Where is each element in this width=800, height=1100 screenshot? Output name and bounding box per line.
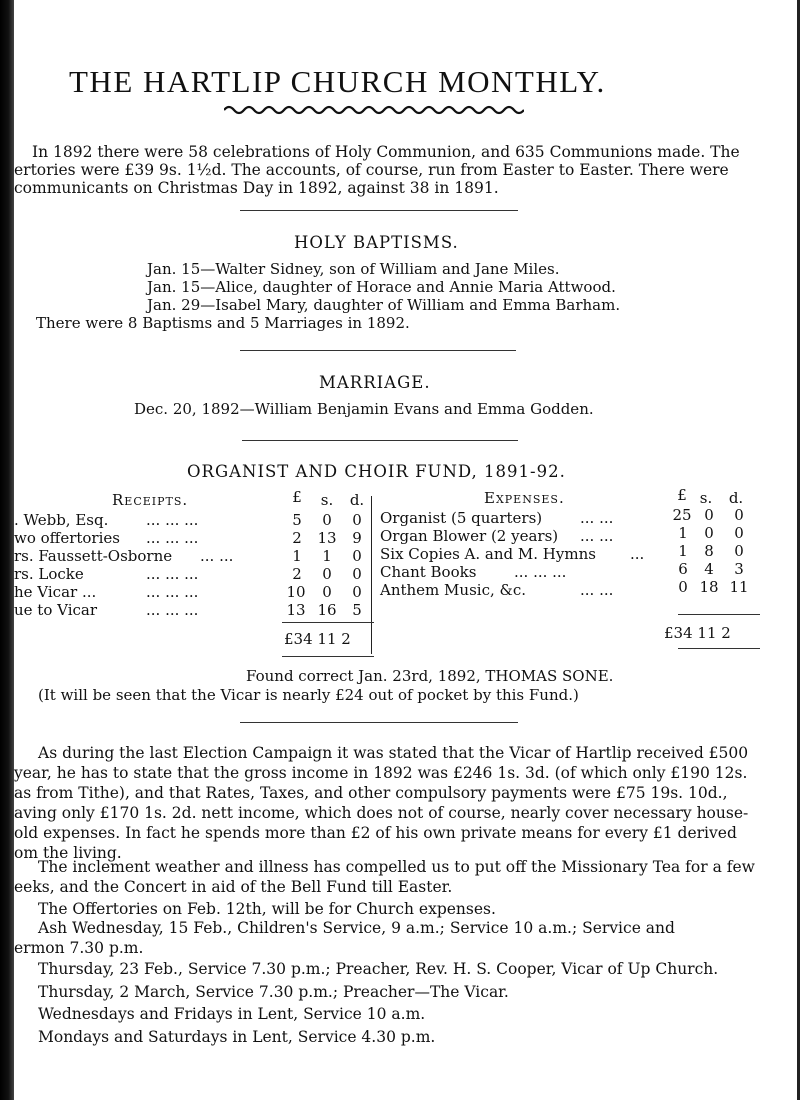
receipt-pence: 0 [352,565,362,583]
expense-shillings: 18 [699,578,719,596]
expense-pounds: 1 [678,542,688,560]
baptism-note: There were 8 Baptisms and 5 Marriages in 1892. [36,314,410,332]
section-divider [240,210,518,211]
leader-dots: ... ... ... [146,601,199,619]
expenses-header: Expenses. [484,489,565,507]
receipt-shillings: 16 [317,601,337,619]
expense-pence: 0 [734,542,744,560]
receipt-name: ue to Vicar [14,601,98,619]
expense-name: Organ Blower (2 years) [380,527,559,545]
pounds-column-header: £ [292,488,302,506]
receipt-pence: 0 [352,583,362,601]
paragraph-line: old expenses. In fact he spends more than £2 of his own private means for every £1 derived [14,824,737,842]
expense-pounds: 25 [672,506,692,524]
total-rule [282,656,374,657]
leader-dots: ... [630,545,645,563]
expense-pounds: 6 [678,560,688,578]
leader-dots: ... ... ... [146,565,199,583]
intro-line: ertories were £39 9s. 1½d. The accounts, of course, run from Easter to Easter. There were [14,161,729,179]
receipt-shillings: 0 [322,511,332,529]
paragraph-line: Thursday, 2 March, Service 7.30 p.m.; Preacher—The Vicar. [38,983,509,1001]
receipt-name: rs. Locke [14,565,84,583]
page-edge-shadow [0,0,14,1100]
receipt-pounds: 10 [286,583,306,601]
paragraph-line: ermon 7.30 p.m. [14,939,144,957]
section-divider [242,440,518,441]
baptism-entry: Jan. 15—Alice, daughter of Horace and Annie Maria Attwood. [147,278,616,296]
leader-dots: ... ... ... [514,563,567,581]
section-heading: HOLY BAPTISMS. [294,233,459,252]
paragraph-line: Ash Wednesday, 15 Feb., Children's Service, 9 a.m.; Service 10 a.m.; Service and [38,919,675,937]
leader-dots: ... ... [580,509,614,527]
section-heading: MARRIAGE. [319,373,431,392]
expense-shillings: 4 [704,560,714,578]
expense-name: Organist (5 quarters) [380,509,543,527]
receipt-shillings: 13 [317,529,337,547]
paragraph-line: Thursday, 23 Feb., Service 7.30 p.m.; Preacher, Rev. H. S. Cooper, Vicar of Up Church. [38,960,719,978]
expense-name: Six Copies A. and M. Hymns [380,545,596,563]
paragraph-line: The Offertories on Feb. 12th, will be for Church expenses. [38,900,496,918]
receipt-pounds: 5 [292,511,302,529]
receipt-pence: 5 [352,601,362,619]
receipt-pounds: 13 [286,601,306,619]
section-divider [240,350,516,351]
leader-dots: ... ... ... [146,583,199,601]
receipt-name: . Webb, Esq. [14,511,109,529]
wavy-rule [224,104,524,116]
paragraph-line: aving only £170 1s. 2d. nett income, which does not of course, nearly cover necessary house- [14,804,749,822]
receipt-shillings: 0 [322,565,332,583]
shillings-column-header: s. [320,491,334,509]
receipts-total: £34 11 2 [284,630,351,648]
expense-pence: 11 [729,578,749,596]
expense-name: Anthem Music, &c. [380,581,527,599]
paragraph-line: om the living. [14,844,122,862]
receipt-shillings: 1 [322,547,332,565]
expense-pence: 0 [734,506,744,524]
newsletter-page [14,0,800,1100]
expense-shillings: 0 [704,506,714,524]
audit-note: Found correct Jan. 23rd, 1892, THOMAS SONE. [246,667,614,685]
expense-shillings: 8 [704,542,714,560]
fund-note: (It will be seen that the Vicar is nearly £24 out of pocket by this Fund.) [38,686,579,704]
expense-pounds: 1 [678,524,688,542]
receipt-shillings: 0 [322,583,332,601]
leader-dots: ... ... ... [146,529,199,547]
intro-line: In 1892 there were 58 celebrations of Holy Communion, and 635 Communions made. The [32,143,740,161]
column-divider [371,496,372,654]
paragraph-line: Wednesdays and Fridays in Lent, Service 10 a.m. [38,1005,426,1023]
paragraph-line: The inclement weather and illness has compelled us to put off the Missionary Tea for a few [38,858,755,876]
leader-dots: ... ... [200,547,234,565]
page-title: THE HARTLIP CHURCH MONTHLY. [69,64,606,99]
receipt-pounds: 1 [292,547,302,565]
paragraph-line: As during the last Election Campaign it was stated that the Vicar of Hartlip received £500 [38,744,749,762]
marriage-entry: Dec. 20, 1892—William Benjamin Evans and Emma Godden. [134,400,594,418]
receipts-header: Receipts. [112,491,189,509]
expense-name: Chant Books [380,563,477,581]
receipt-pounds: 2 [292,565,302,583]
total-rule [678,648,760,649]
receipt-name: he Vicar ... [14,583,97,601]
leader-dots: ... ... [580,527,614,545]
receipt-name: rs. Faussett-Osborne [14,547,173,565]
leader-dots: ... ... ... [146,511,199,529]
paragraph-line: year, he has to state that the gross income in 1892 was £246 1s. 3d. (of which only £190 12s. [14,764,748,782]
expenses-total: £34 11 2 [664,624,731,642]
pence-column-header: d. [728,489,744,507]
receipt-pence: 9 [352,529,362,547]
paragraph-line: as from Tithe), and that Rates, Taxes, and other compulsory payments were £75 19s. 10d., [14,784,728,802]
section-heading: ORGANIST AND CHOIR FUND, 1891-92. [187,462,566,481]
receipt-name: wo offertories [14,529,120,547]
expense-pence: 0 [734,524,744,542]
intro-line: communicants on Christmas Day in 1892, against 38 in 1891. [14,179,499,197]
section-divider [240,722,518,723]
pounds-column-header: £ [677,486,687,504]
expense-pence: 3 [734,560,744,578]
paragraph-line: Mondays and Saturdays in Lent, Service 4.30 p.m. [38,1028,436,1046]
baptism-entry: Jan. 29—Isabel Mary, daughter of William and Emma Barham. [147,296,621,314]
shillings-column-header: s. [699,489,713,507]
total-rule [678,614,760,615]
leader-dots: ... ... [580,581,614,599]
receipt-pence: 0 [352,547,362,565]
baptism-entry: Jan. 15—Walter Sidney, son of William and Jane Miles. [147,260,560,278]
pence-column-header: d. [349,491,365,509]
expense-pounds: 0 [678,578,688,596]
total-rule [282,622,374,623]
receipt-pence: 0 [352,511,362,529]
paragraph-line: eeks, and the Concert in aid of the Bell Fund till Easter. [14,878,453,896]
receipt-pounds: 2 [292,529,302,547]
expense-shillings: 0 [704,524,714,542]
